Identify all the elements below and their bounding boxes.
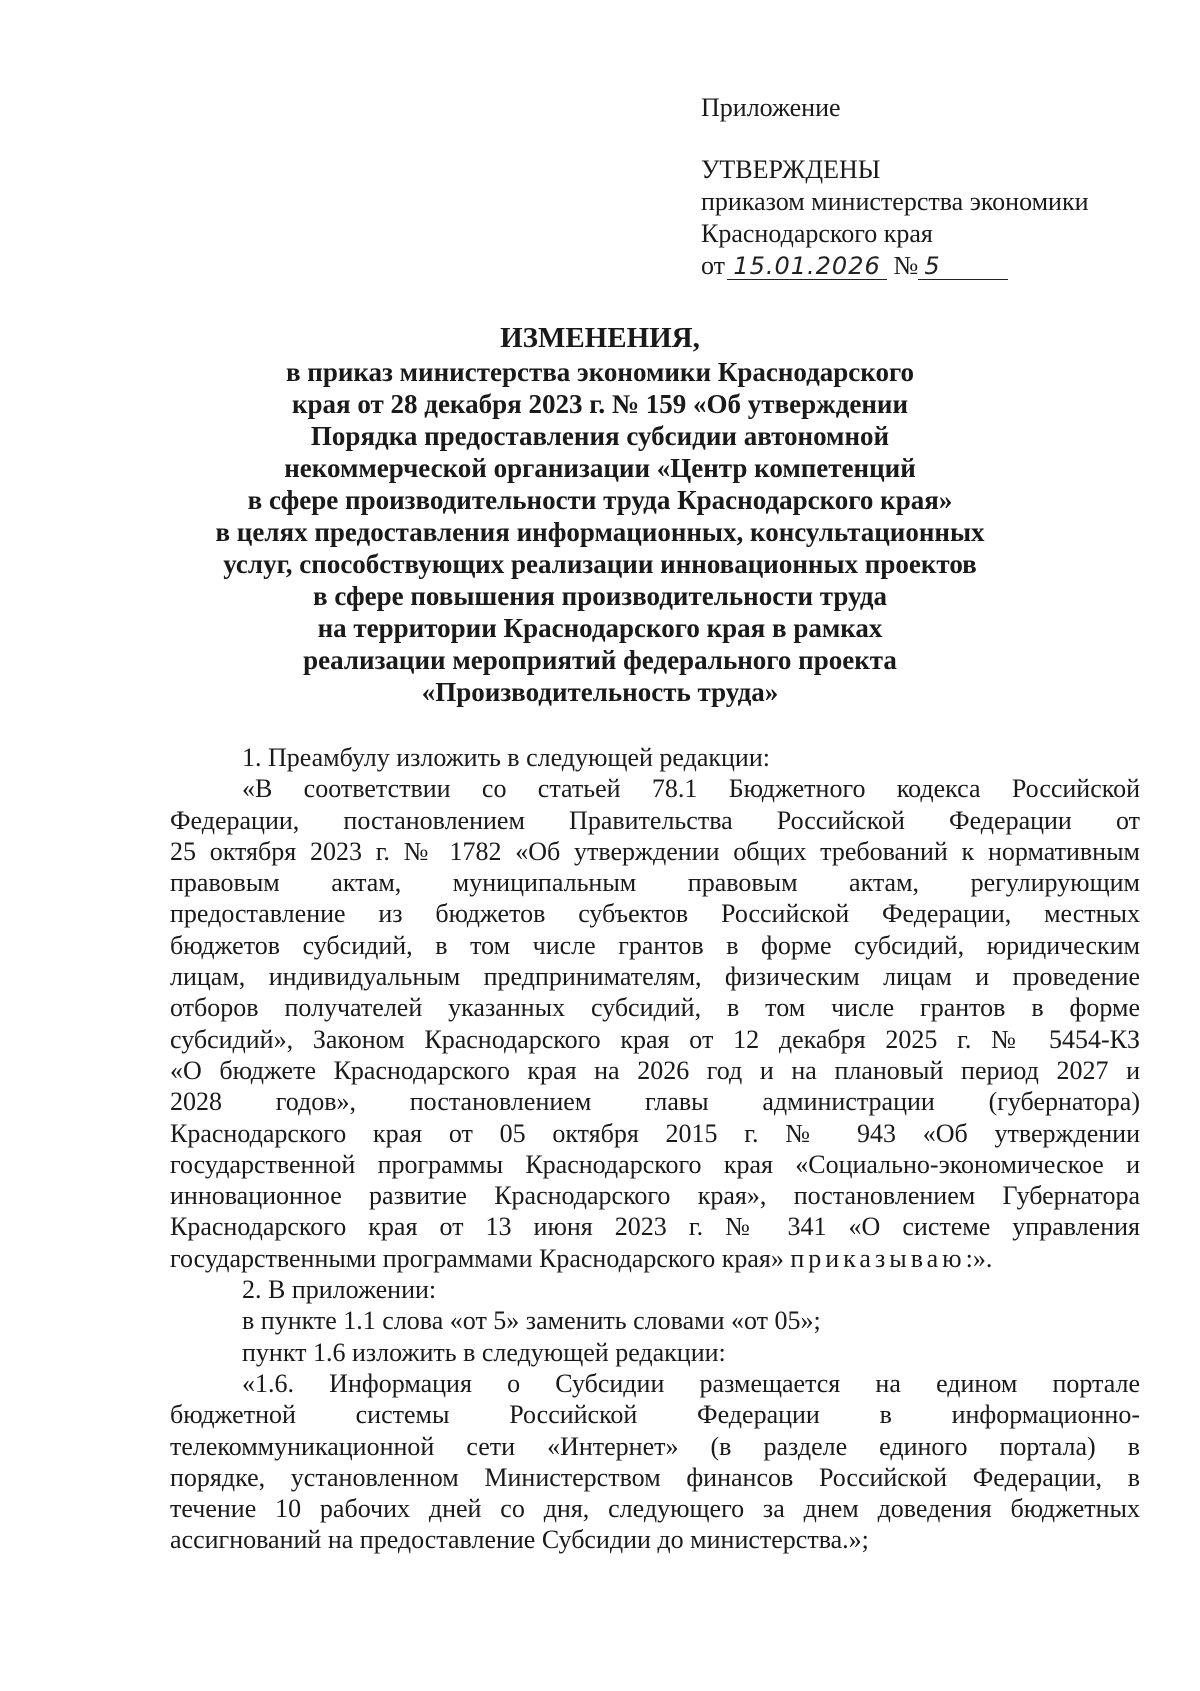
- preamble-last-prefix: государственными программами Краснодарского края»: [170, 1243, 784, 1273]
- preamble-line: 25 октября 2023 г. № 1782 «Об утверждении общих требований к нормативным: [170, 836, 1140, 866]
- preamble-line: 2028 годов», постановлением главы администрации (губернатора): [170, 1087, 1140, 1117]
- title-line: в сфере повышения производительности труда: [313, 581, 887, 611]
- preamble-line: государственной программы Краснодарского края «Социально-экономическое и: [170, 1149, 1140, 1179]
- handwritten-date: 15.01.2026: [727, 253, 887, 280]
- title-line: «Производительность труда»: [421, 677, 779, 707]
- preamble-line: субсидий», Законом Краснодарского края от 12 декабря 2025 г. № 5454-КЗ: [170, 1024, 1140, 1054]
- title-line: в целях предоставления информационных, консультационных: [215, 517, 985, 547]
- point-1-6-line: порядке, установленном Министерством финансов Российской Федерации, в: [170, 1462, 1140, 1492]
- title-main: ИЗМЕНЕНИЯ,: [500, 322, 700, 354]
- preamble-last-line: [170, 1243, 1140, 1274]
- title-line: услуг, способствующих реализации инновационных проектов: [223, 549, 977, 579]
- appendix-label: Приложение: [701, 93, 841, 122]
- order-date-line: [701, 250, 1121, 282]
- preamble-line: лицам, индивидуальным предпринимателям, физическим лицам и проведение: [170, 962, 1140, 992]
- preamble-last-spaced: приказываю: [790, 1243, 966, 1273]
- preamble-line: «О бюджете Краснодарского края на 2026 год и на плановый период 2027 и: [170, 1055, 1140, 1085]
- preamble-line: Краснодарского края от 05 октября 2015 г. № 943 «Об утверждении: [170, 1118, 1140, 1148]
- order-line-2: Краснодарского края: [701, 219, 933, 248]
- preamble-line: Краснодарского края от 13 июня 2023 г. № 341 «О системе управления: [170, 1212, 1140, 1242]
- order-line-1: приказом министерства экономики: [701, 187, 1089, 216]
- preamble-last-suffix: :».: [965, 1243, 993, 1273]
- number-sign: №: [893, 251, 919, 280]
- document-title: [150, 322, 1050, 708]
- preamble-line: Федерации, постановлением Правительства Российской Федерации от: [170, 805, 1140, 835]
- point-1-6-line: телекоммуникационной сети «Интернет» (в разделе единого портала) в: [170, 1431, 1140, 1461]
- preamble-line: отборов получателей указанных субсидий, в том числе грантов в форме: [170, 993, 1140, 1023]
- approval-block: [701, 92, 1121, 282]
- preamble-line: инновационное развитие Краснодарского края», постановлением Губернатора: [170, 1181, 1140, 1211]
- handwritten-number: 5: [918, 253, 1008, 280]
- preamble-line: правовым актам, муниципальным правовым актам, регулирующим: [170, 868, 1140, 898]
- document-body: [170, 742, 1140, 1556]
- title-line: реализации мероприятий федерального проекта: [303, 645, 897, 675]
- point-1-6-line: «1.6. Информация о Субсидии размещается на едином портале: [242, 1368, 1140, 1398]
- title-line: в приказ министерства экономики Краснодарского: [285, 357, 915, 387]
- approved-label: УТВЕРЖДЕНЫ: [701, 155, 881, 184]
- item-2-subitem-b: пункт 1.6 изложить в следующей редакции:: [242, 1337, 726, 1367]
- point-1-6-line: бюджетной системы Российской Федерации в информационно-: [170, 1400, 1140, 1430]
- item-1-heading: 1. Преамбулу изложить в следующей редакции:: [242, 743, 770, 772]
- title-line: на территории Краснодарского края в рамках: [317, 613, 883, 643]
- preamble-line: бюджетов субсидий, в том числе грантов в форме субсидий, юридическим: [170, 930, 1140, 960]
- item-2-subitem-a: в пункте 1.1 слова «от 5» заменить словами «от 05»;: [242, 1306, 821, 1336]
- point-1-6-last-line: ассигнований на предоставление Субсидии до министерства.»;: [170, 1525, 869, 1555]
- title-line: Порядка предоставления субсидии автономной: [310, 421, 890, 451]
- from-prefix: от: [701, 251, 726, 280]
- title-line: края от 28 декабря 2023 г. № 159 «Об утверждении: [291, 389, 909, 419]
- title-line: некоммерческой организации «Центр компетенций: [284, 453, 916, 483]
- item-2-heading: 2. В приложении:: [242, 1275, 437, 1305]
- point-1-6-line: течение 10 рабочих дней со дня, следующего за днем доведения бюджетных: [170, 1494, 1140, 1524]
- preamble-line: предоставление из бюджетов субъектов Российской Федерации, местных: [170, 899, 1140, 929]
- title-line: в сфере производительности труда Краснодарского края»: [247, 485, 953, 515]
- preamble-line: «В соответствии со статьей 78.1 Бюджетного кодекса Российской: [242, 774, 1140, 804]
